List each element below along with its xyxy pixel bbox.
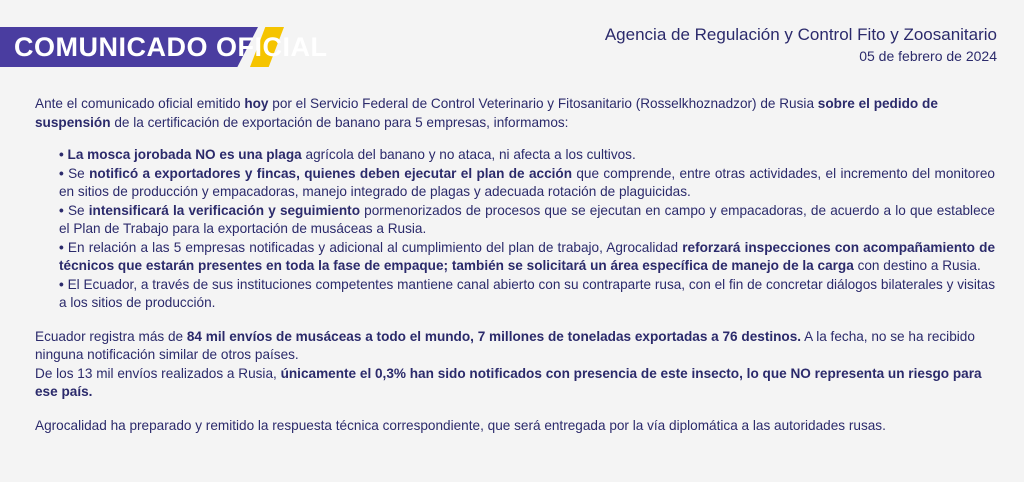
agency-name: Agencia de Regulación y Control Fito y Zoosanitario bbox=[604, 25, 997, 44]
statement-body bbox=[35, 95, 995, 435]
bullet-text: agrícola del banano y no ataca, ni afecta a los cultivos. bbox=[301, 147, 636, 162]
intro-text: de la certificación de exportación de banano para 5 empresas, informamos: bbox=[110, 114, 569, 130]
list-item bbox=[59, 146, 995, 165]
list-item bbox=[59, 276, 995, 313]
agency-header bbox=[605, 24, 997, 66]
list-item bbox=[59, 165, 995, 202]
banner-title: COMUNICADO OFICIAL bbox=[14, 32, 328, 62]
key-points-list bbox=[35, 146, 995, 313]
russia-paragraph bbox=[35, 365, 995, 402]
stats-bold: 84 mil envíos de musáceas a todo el mundo, 7 millones de toneladas exportadas a 76 destinos. bbox=[186, 328, 802, 344]
stats-bold: únicamente el 0,3% han sido notificados con presencia de este insecto, lo que NO representa un riesgo para ese país. bbox=[35, 365, 982, 399]
stats-text: A la fecha, no se ha recibido ninguna notificación similar de otros países. bbox=[35, 328, 975, 362]
publication-date: 05 de febrero de 2024 bbox=[859, 48, 997, 64]
bullet-bold: reforzará inspecciones con acompañamiento de técnicos que estarán presentes en toda la fase de empaque; también se solicitará un área específica de manejo de la carga bbox=[59, 239, 995, 273]
bullet-bold: La mosca jorobada NO es una plaga bbox=[67, 147, 302, 162]
bullet-text: El Ecuador, a través de sus instituciones competentes mantiene canal abierto con su contraparte rusa, con el fin de concretar diálogos bilaterales y visitas a los sitios de producción. bbox=[59, 276, 995, 310]
stats-text: Ecuador registra más de bbox=[35, 328, 187, 344]
intro-text: Ante el comunicado oficial emitido bbox=[35, 96, 245, 111]
bullet-text: Se bbox=[68, 165, 90, 181]
bullet-text: con destino a Rusia. bbox=[853, 258, 981, 273]
bullet-text: En relación a las 5 empresas notificadas y adicional al cumplimiento del plan de trabajo, Agrocalidad bbox=[67, 239, 683, 255]
intro-bold: hoy bbox=[244, 96, 269, 111]
list-item bbox=[59, 202, 995, 239]
bullet-text: Se bbox=[67, 202, 89, 218]
list-item bbox=[59, 239, 995, 276]
intro-bold: sobre el pedido de suspensión bbox=[35, 96, 938, 130]
bullet-bold: notificó a exportadores y fincas, quienes deben ejecutar el plan de acción bbox=[89, 165, 573, 181]
stats-text: De los 13 mil envíos realizados a Rusia, bbox=[35, 365, 281, 381]
closing-paragraph: Agrocalidad ha preparado y remitido la respuesta técnica correspondiente, que será entregada por la vía diplomática a las autoridades rusas. bbox=[35, 417, 886, 433]
bullet-text: pormenorizados de procesos que se ejecutan en campo y empacadoras, de acuerdo a lo que establece el Plan de Trabajo para la exportación de musáceas a Rusia. bbox=[59, 202, 995, 236]
intro-text: por el Servicio Federal de Control Veterinario y Fitosanitario (Rosselkhoznadzor) de Rusia bbox=[268, 96, 818, 111]
intro-paragraph bbox=[35, 95, 995, 132]
paragraph-spacer bbox=[35, 402, 995, 417]
bullet-text: que comprende, entre otras actividades, el incremento del monitoreo en sitios de producción y empacadoras, manejo integrado de plagas y adecuada rotación de plaguicidas. bbox=[59, 165, 995, 199]
stats-paragraph bbox=[35, 328, 995, 365]
bullet-bold: intensificará la verificación y seguimiento bbox=[88, 202, 361, 218]
